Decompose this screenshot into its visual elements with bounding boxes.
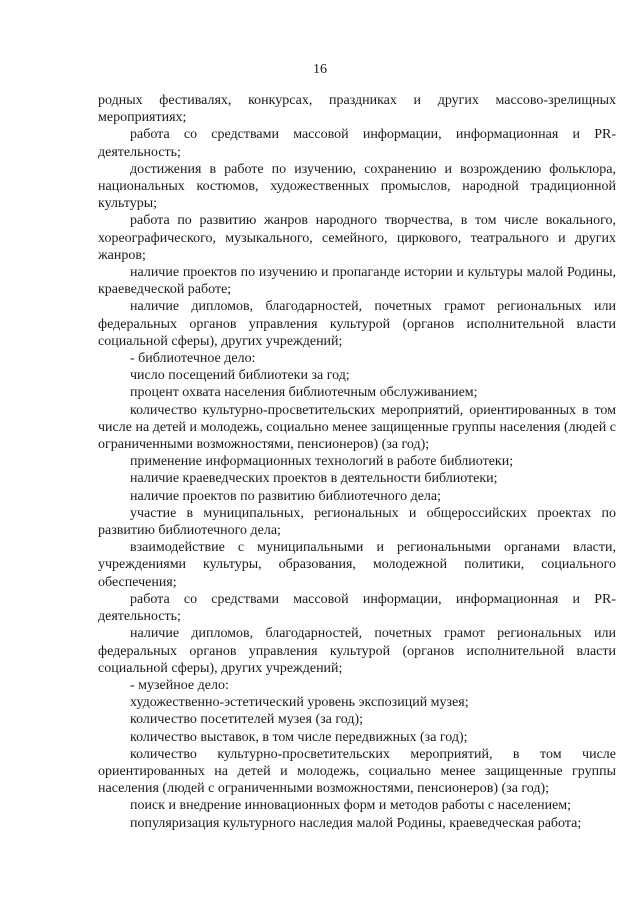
paragraph: количество выставок, в том числе передвижных (за год);	[130, 729, 468, 745]
page-number: 16	[313, 62, 327, 77]
paragraph: наличие дипломов, благодарностей, почетных грамот региональных или федеральных органов управления культурой (органов исполнительной власти социальной сферы), других учреждений;	[98, 626, 616, 676]
paragraph: процент охвата населения библиотечным обслуживанием;	[130, 385, 478, 401]
paragraph: число посещений библиотеки за год;	[130, 368, 350, 384]
paragraph: взаимодействие с муниципальными и региональными органами власти, учреждениями культуры, образования, молодежной политики, социального обеспечения;	[98, 540, 616, 590]
paragraph: работа по развитию жанров народного творчества, в том числе вокального, хореографического, музыкального, семейного, циркового, театрального и других жанров;	[98, 213, 616, 263]
paragraph: наличие краеведческих проектов в деятельности библиотеки;	[130, 471, 498, 487]
paragraph: количество культурно-просветительских мероприятий, ориентированных в том числе на детей и молодежь, социально менее защищенные группы населения (людей с ограниченными возможностями, пенсионеров) (за год);	[98, 402, 616, 453]
paragraph: работа со средствами массовой информации, информационная и PR-деятельность;	[98, 127, 616, 160]
paragraph: количество культурно-просветительских мероприятий, в том числе ориентированных на детей и молодежь, социально менее защищенные группы населения (людей с ограниченными возможностями, пенсионеров) (за год);	[98, 746, 616, 797]
paragraph: поиск и внедрение инновационных форм и методов работы с населением;	[130, 798, 572, 814]
paragraph: родных фестивалях, конкурсах, праздниках и других массово-зрелищных мероприятиях;	[98, 93, 616, 126]
paragraph: участие в муниципальных, региональных и общероссийских проектах по развитию библиотечного дела;	[98, 505, 616, 539]
paragraph: наличие дипломов, благодарностей, почетных грамот региональных или федеральных органов управления культурой (органов исполнительной власти социальной сферы), других учреждений;	[98, 299, 616, 349]
paragraph: применение информационных технологий в работе библиотеки;	[130, 454, 514, 470]
paragraph: количество посетителей музея (за год);	[130, 712, 364, 728]
paragraph: наличие проектов по изучению и пропаганде истории и культуры малой Родины, краеведческой работе;	[98, 265, 616, 298]
paragraph: наличие проектов по развитию библиотечного дела;	[130, 488, 442, 504]
paragraph: - библиотечное дело:	[130, 351, 256, 367]
document-body	[98, 92, 616, 832]
paragraph: художественно-эстетический уровень экспозиций музея;	[130, 695, 469, 711]
paragraph: работа со средствами массовой информации, информационная и PR-деятельность;	[98, 591, 616, 625]
paragraph: достижения в работе по изучению, сохранению и возрождению фольклора, национальных костюмов, художественных промыслов, народной традиционной культуры;	[98, 161, 616, 212]
paragraph: - музейное дело:	[130, 677, 229, 693]
paragraph: популяризация культурного наследия малой Родины, краеведческая работа;	[130, 815, 582, 831]
